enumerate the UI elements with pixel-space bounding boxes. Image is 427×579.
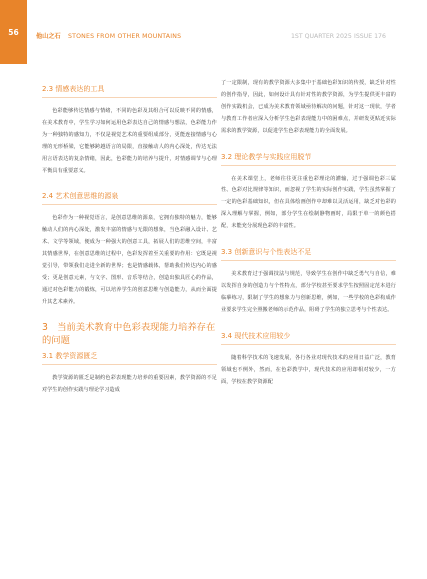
section-2-4-title: 2.4 艺术创意思维的源泉 xyxy=(42,192,119,201)
issue-label: ISSUE 176 xyxy=(354,33,386,40)
section-2-4-paragraph: 色彩作为一种视觉语言，是创意思维的源泉，它拥有独特的魅力，能够触动人们的内心深处，激发丰富的情感与无限的想象，当色彩融入设计、艺术、文学等领域，便成为一种强大的创意工具，拓展人们的思维空间，丰富其情感世界，在创意思维的过程中，色彩发挥着至关重要的作用：它既是视觉引导，带领我们走进全新的世界；也是情感载体，帮助我们传达内心的感受；更是创意元素，与文字、图形、音乐等结合，创造出独具匠心的作品，通过对色彩能力的锻炼，可以培养学生的创意思维与创造能力，从而全面提升其艺术素养。 xyxy=(42,215,217,305)
section-3-3-title: 3.3 创新意识与个性表达不足 xyxy=(221,248,312,257)
section-3-4-title: 3.4 现代技术应用较少 xyxy=(221,331,291,340)
section-3-4-paragraph: 随着科学技术的飞速发展，各行各业对现代技术的应用日益广泛，教育领域也不例外，然而，在色彩教学中，现代技术的应用却相对较少，一方面，学校在教学资源配 xyxy=(221,354,396,385)
section-divider xyxy=(42,364,217,365)
section-3-2-title: 3.2 理论教学与实践应用脱节 xyxy=(221,152,312,161)
left-column xyxy=(42,76,217,397)
section-3-3-paragraph: 美术教育过于强调技法与规范，导致学生在创作中缺乏勇气与自信，难以发挥自身的创造力与个性特点，部分学校甚至要求学生按照固定范本进行临摹练习，限制了学生的想象力与创新思维，例如，一些学校的色彩构成作业要求学生完全照搬老师的示范作品，阻碍了学生的独立思考与个性表达。 xyxy=(221,271,396,313)
page-number-box xyxy=(0,0,27,64)
quarter-label: 1ST QUARTER 2025 xyxy=(291,33,352,40)
page-number: 56 xyxy=(8,27,19,37)
section-3-1-paragraph: 教学资源的匮乏是制约色彩表现能力培养的重要因素，教学资源的不足对学生的创作实践与理论学习造成 xyxy=(42,374,217,393)
magazine-name: STONES FROM OTHER MOUNTAINS xyxy=(68,33,182,40)
right-column xyxy=(221,76,396,388)
section-divider xyxy=(42,97,217,98)
continued-paragraph: 了一定限制，现有的教学资源大多集中于基础色彩知识的传授，缺乏针对性的创作指导，因此，如何设计具有针对性的教学资源，为学生提供更丰富的创作实践机会，已成为美术教育领域亟待解决的问题，针对这一现状，学者与教育工作者应深入分析学生色彩表现能力中的困难点，并研发更贴近实际需求的教学资源，以促进学生色彩表现能力的全面发展。 xyxy=(221,80,396,134)
section-3-1-title: 3.1 教学资源匮乏 xyxy=(42,351,98,360)
section-divider xyxy=(221,165,396,166)
section-2-3-title: 2.3 情感表达的工具 xyxy=(42,85,105,93)
section-divider xyxy=(42,204,217,205)
section-3-2-paragraph: 在美术课堂上，老师往往更注重色彩理论的灌输，过于强调色彩三属性、色彩对比规律等知识，而忽视了学生的实际创作实践，学生虽然掌握了一定的色彩基础知识，但在具体绘画创作中却难以灵活运用，缺乏对色彩的深入理解与掌握，例如，部分学生在绘制静物画时，局限于单一的颜色搭配，未能充分展现色彩的丰富性。 xyxy=(221,175,396,230)
section-divider xyxy=(221,344,396,345)
section-divider xyxy=(221,260,396,261)
section-2-3-paragraph: 色彩能够传达情感与情绪，不同的色彩及其组合可以反映不同的情感，在美术教育中，学生学习如何运用色彩表达自己的情感与想法，色彩能力作为一种独特的感知力，不仅是视觉艺术的重要组成部分，更能连接情感与心理的无形桥梁，它能够跨越语言的局限，直接触动人的内心深处，传达无法用言语表达的复杂情绪，因此，色彩能力的培养与提升，对情感调节与心理平衡具有重要意义。 xyxy=(42,108,217,174)
section-3-title: 3 当前美术教育中色彩表现能力培养存在的问题 xyxy=(42,321,216,346)
brand-label: 他山之石 xyxy=(36,33,61,40)
